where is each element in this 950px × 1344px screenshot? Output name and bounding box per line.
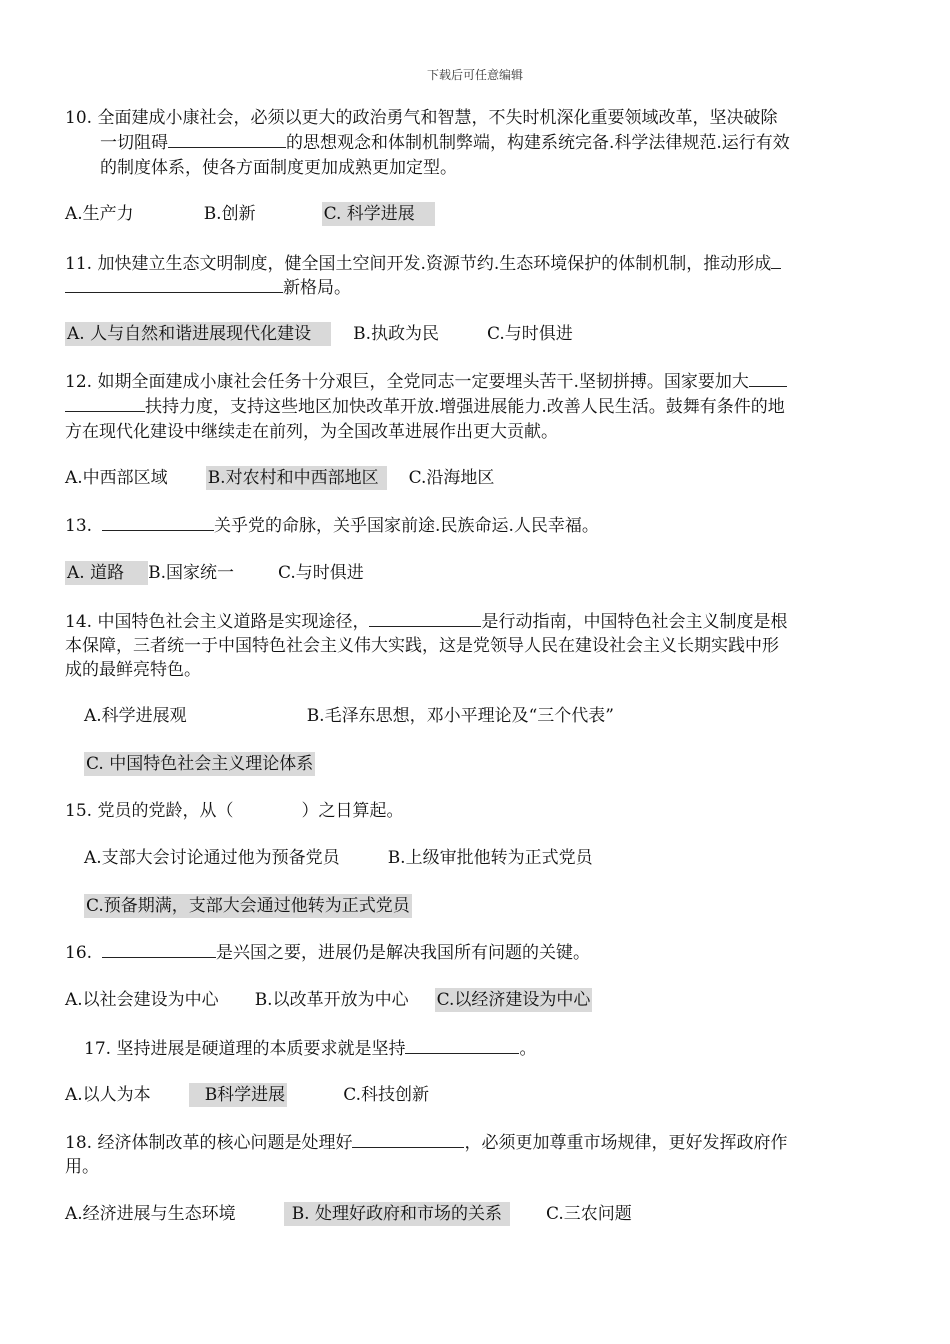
question-12-line-1 <box>65 370 787 394</box>
option-b-highlighted: B.对农村和中西部地区 <box>206 466 387 490</box>
option-a-highlighted: A. 道路 <box>65 561 148 585</box>
answer-blank <box>168 131 286 148</box>
option-c: C.科技创新 <box>343 1085 429 1105</box>
question-10-line-2a: 一切阻碍 <box>100 133 168 153</box>
question-12-options <box>65 466 494 490</box>
option-a: A.以人为本 <box>65 1085 151 1105</box>
question-18-line-1 <box>65 1131 787 1155</box>
option-a: A.生产力 <box>65 204 134 224</box>
option-b: B.国家统一 <box>148 563 234 583</box>
question-12-line-3: 方在现代化建设中继续走在前列，为全国改革进展作出更大贡献。 <box>65 422 558 442</box>
question-15-option-c <box>84 894 412 918</box>
answer-blank <box>369 610 481 627</box>
page-header: 下载后可任意编辑 <box>426 68 523 82</box>
question-16-options <box>65 988 592 1012</box>
answer-blank <box>405 1037 519 1054</box>
question-17-line-1b: 。 <box>519 1039 537 1059</box>
option-a: A.中西部区域 <box>65 468 168 488</box>
question-13-line-1b: 关乎党的命脉，关乎国家前途.民族命运.人民幸福。 <box>214 516 599 536</box>
question-14-line-3: 成的最鲜亮特色。 <box>65 660 201 680</box>
question-13-number: 13. <box>65 516 93 536</box>
question-11-options <box>65 322 573 346</box>
option-b: B.上级审批他转为正式党员 <box>387 848 593 868</box>
option-c: C.与时俱进 <box>487 324 573 344</box>
option-a: A.科学进展观 <box>84 706 187 726</box>
question-10-line-3: 的制度体系，使各方面制度更加成熟更加定型。 <box>100 158 457 178</box>
question-16-line-1b: 是兴国之要，进展仍是解决我国所有问题的关键。 <box>216 943 591 963</box>
answer-blank <box>352 1131 464 1148</box>
question-14-line-2: 本保障，三者统一于中国特色社会主义伟大实践，这是党领导人民在建设社会主义长期实践中形 <box>65 636 779 656</box>
question-10-options <box>65 202 435 226</box>
question-15-options <box>84 846 593 870</box>
question-18-line-1b: ，必须更加尊重市场规律，更好发挥政府作 <box>464 1133 788 1153</box>
question-10-line-2 <box>100 131 790 155</box>
question-17-line-1 <box>84 1037 536 1061</box>
question-14-line-1a: 14. 中国特色社会主义道路是实现途径， <box>65 612 370 632</box>
question-11-line-2 <box>65 276 351 300</box>
question-14-line-1 <box>65 610 787 634</box>
option-b-highlighted: B. 处理好政府和市场的关系 <box>284 1202 510 1226</box>
question-14-options <box>84 704 614 728</box>
answer-blank <box>65 276 283 293</box>
option-c-highlighted: C.以经济建设为中心 <box>436 990 591 1010</box>
question-13-options <box>65 561 364 585</box>
option-a: A.以社会建设为中心 <box>65 990 219 1010</box>
answer-blank <box>749 370 787 387</box>
question-16-line-1 <box>65 941 590 965</box>
option-c-highlighted: C. 中国特色社会主义理论体系 <box>86 754 314 774</box>
question-16-number: 16. <box>65 943 93 963</box>
option-b: B.执政为民 <box>353 324 439 344</box>
option-c: C.与时俱进 <box>278 563 364 583</box>
question-11-line-2b: 新格局。 <box>283 278 351 298</box>
answer-blank <box>65 395 145 412</box>
question-12-line-1a: 12. 如期全面建成小康社会任务十分艰巨，全党同志一定要埋头苦干.坚韧拼搏。国家要加大 <box>65 372 749 392</box>
question-13-line-1 <box>65 514 599 538</box>
option-c-highlighted: C. 科学进展 <box>322 202 435 226</box>
question-18-options <box>65 1202 632 1226</box>
question-18-line-1a: 18. 经济体制改革的核心问题是处理好 <box>65 1133 353 1153</box>
option-a: A.支部大会讨论通过他为预备党员 <box>84 848 340 868</box>
question-17-options <box>65 1083 429 1107</box>
question-10-line-2b: 的思想观念和体制机制弊端，构建系统完备.科学法律规范.运行有效 <box>286 133 790 153</box>
question-12-line-2 <box>65 395 785 419</box>
question-11-line-1a: 11. 加快建立生态文明制度，健全国土空间开发.资源节约.生态环境保护的体制机制，推动形成 <box>65 254 772 274</box>
question-10-line-1: 10. 全面建成小康社会，必须以更大的政治勇气和智慧，不失时机深化重要领域改革，坚决破除 <box>65 108 778 128</box>
option-c: C.沿海地区 <box>408 468 495 488</box>
answer-blank <box>102 941 216 958</box>
question-18-line-2: 用。 <box>65 1157 99 1177</box>
question-15-line-1: 15. 党员的党龄，从（ ）之日算起。 <box>65 801 404 821</box>
answer-blank <box>102 514 214 531</box>
option-b-highlighted: B科学进展 <box>189 1083 288 1107</box>
question-17-line-1a: 17. 坚持进展是硬道理的本质要求就是坚持 <box>84 1039 406 1059</box>
option-a: A.经济进展与生态环境 <box>65 1204 236 1224</box>
question-11-line-1 <box>65 252 781 276</box>
option-b: B.创新 <box>203 204 256 224</box>
option-a-highlighted: A. 人与自然和谐进展现代化建设 <box>65 322 331 346</box>
question-12-line-2b: 扶持力度，支持这些地区加快改革开放.增强进展能力.改善人民生活。鼓舞有条件的地 <box>145 397 785 417</box>
option-c: C.三农问题 <box>546 1204 632 1224</box>
option-b: B.以改革开放为中心 <box>254 990 409 1010</box>
question-14-line-1b: 是行动指南，中国特色社会主义制度是根 <box>481 612 788 632</box>
answer-blank <box>771 252 781 269</box>
question-14-option-c <box>84 752 315 776</box>
option-b: B.毛泽东思想，邓小平理论及“三个代表” <box>306 706 614 726</box>
option-c-highlighted: C.预备期满，支部大会通过他转为正式党员 <box>86 896 410 916</box>
